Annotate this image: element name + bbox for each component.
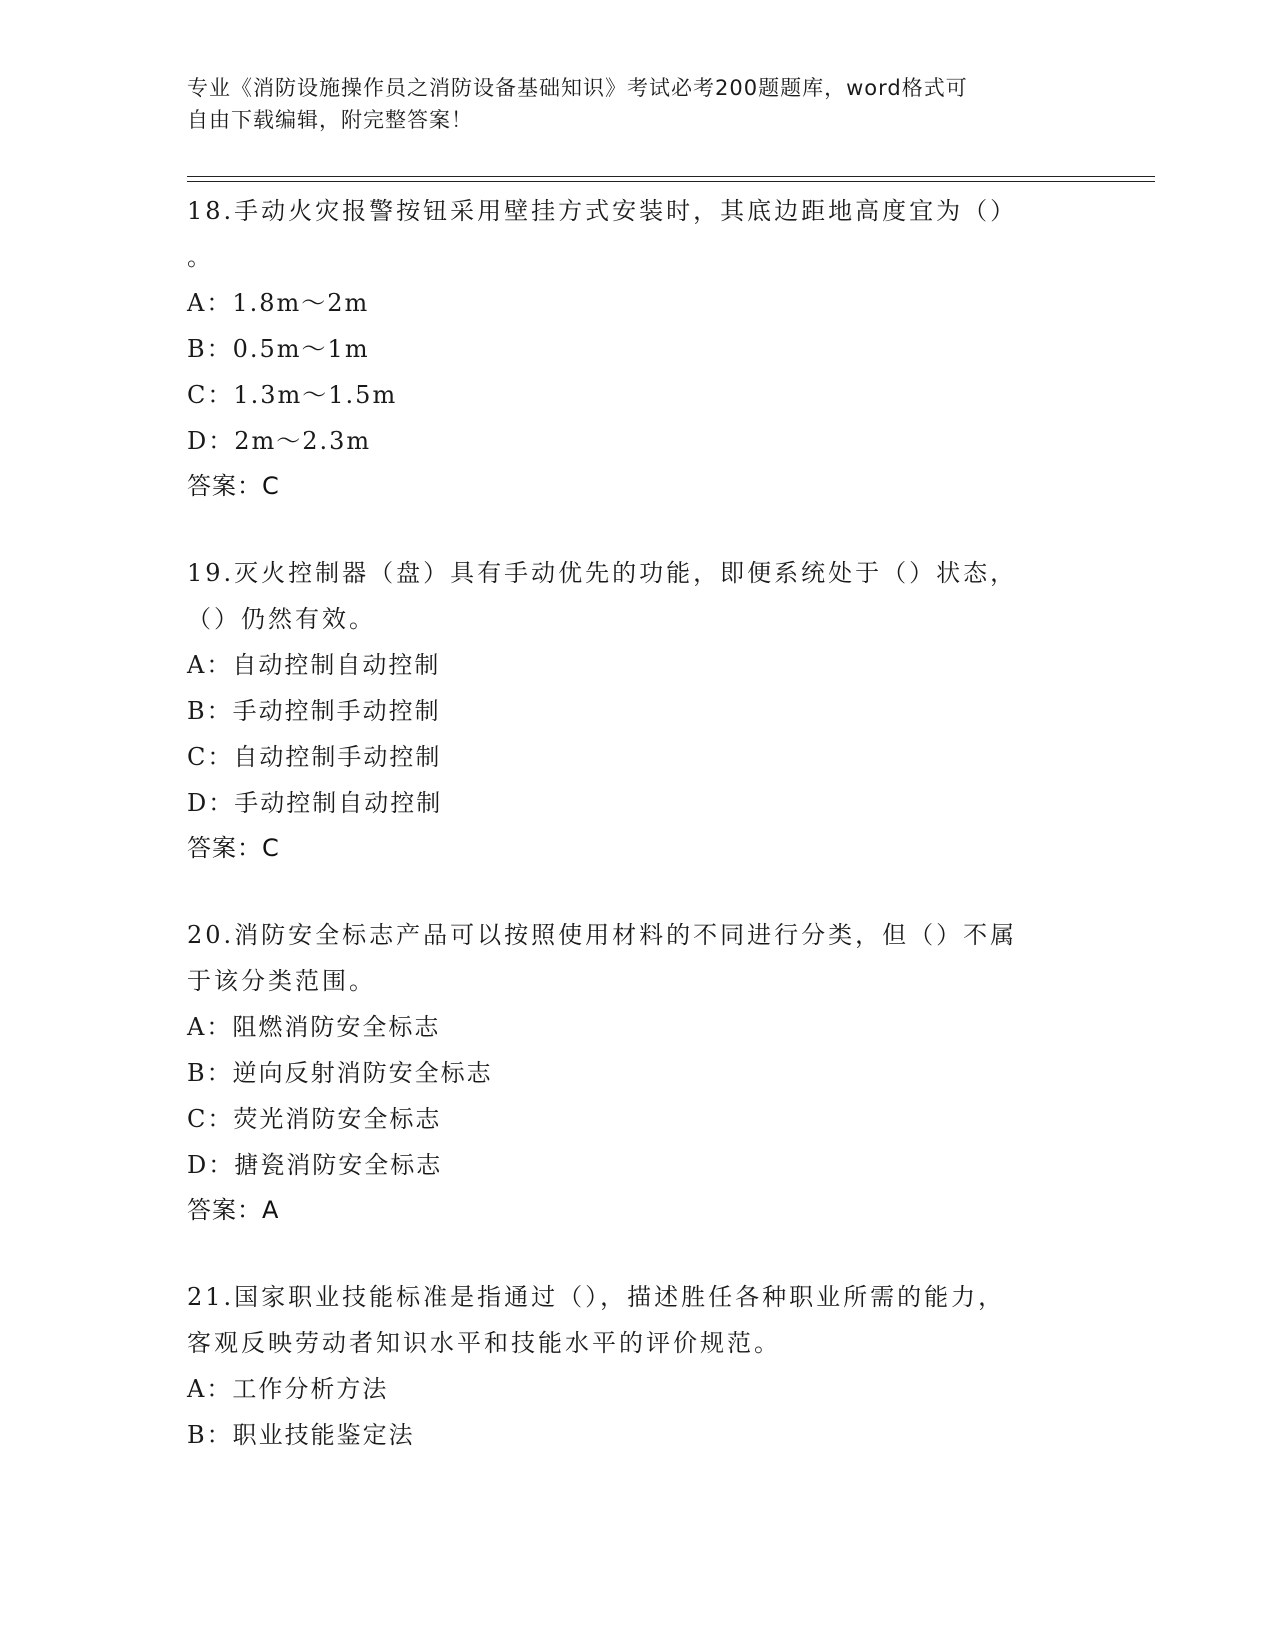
option-b: B：逆向反射消防安全标志 <box>187 1059 493 1087</box>
question-stem-line: 18.手动火灾报警按钮采用壁挂方式安装时，其底边距地高度宜为（） <box>187 197 1018 225</box>
option-c: C：1.3m～1.5m <box>187 381 398 409</box>
question-20 <box>187 912 1067 1232</box>
option-c: C：荧光消防安全标志 <box>187 1105 442 1133</box>
option-b: B：0.5m～1m <box>187 335 370 363</box>
question-stem-line: 19.灭火控制器（盘）具有手动优先的功能，即便系统处于（）状态， <box>187 559 1018 587</box>
header-divider-bottom <box>187 181 1155 182</box>
option-a: A：阻燃消防安全标志 <box>187 1013 441 1041</box>
option-a: A：1.8m～2m <box>187 289 370 317</box>
question-stem-line: （）仍然有效。 <box>187 605 376 633</box>
question-list <box>187 188 1067 1500</box>
question-19 <box>187 550 1067 870</box>
question-stem-line: 于该分类范围。 <box>187 967 376 995</box>
option-b: B：职业技能鉴定法 <box>187 1421 415 1449</box>
option-b: B：手动控制手动控制 <box>187 697 441 725</box>
question-18 <box>187 188 1067 508</box>
answer-label: 答案：A <box>187 1196 280 1224</box>
header-divider-top <box>187 176 1155 177</box>
document-header <box>187 72 1067 136</box>
answer-label: 答案：C <box>187 472 280 500</box>
question-stem-line: 20.消防安全标志产品可以按照使用材料的不同进行分类，但（）不属 <box>187 921 1018 949</box>
question-stem-line: 21.国家职业技能标准是指通过（），描述胜任各种职业所需的能力， <box>187 1283 1006 1311</box>
header-line-2: 自由下载编辑，附完整答案！ <box>187 108 473 132</box>
question-stem-line: 。 <box>187 243 214 271</box>
option-d: D：手动控制自动控制 <box>187 789 443 817</box>
question-stem-line: 客观反映劳动者知识水平和技能水平的评价规范。 <box>187 1329 781 1357</box>
header-line-1: 专业《消防设施操作员之消防设备基础知识》考试必考200题题库，word格式可 <box>187 76 968 100</box>
option-c: C：自动控制手动控制 <box>187 743 442 771</box>
question-21 <box>187 1274 1067 1458</box>
answer-label: 答案：C <box>187 834 280 862</box>
option-d: D：搪瓷消防安全标志 <box>187 1151 443 1179</box>
option-a: A：自动控制自动控制 <box>187 651 441 679</box>
option-d: D：2m～2.3m <box>187 427 372 455</box>
option-a: A：工作分析方法 <box>187 1375 389 1403</box>
